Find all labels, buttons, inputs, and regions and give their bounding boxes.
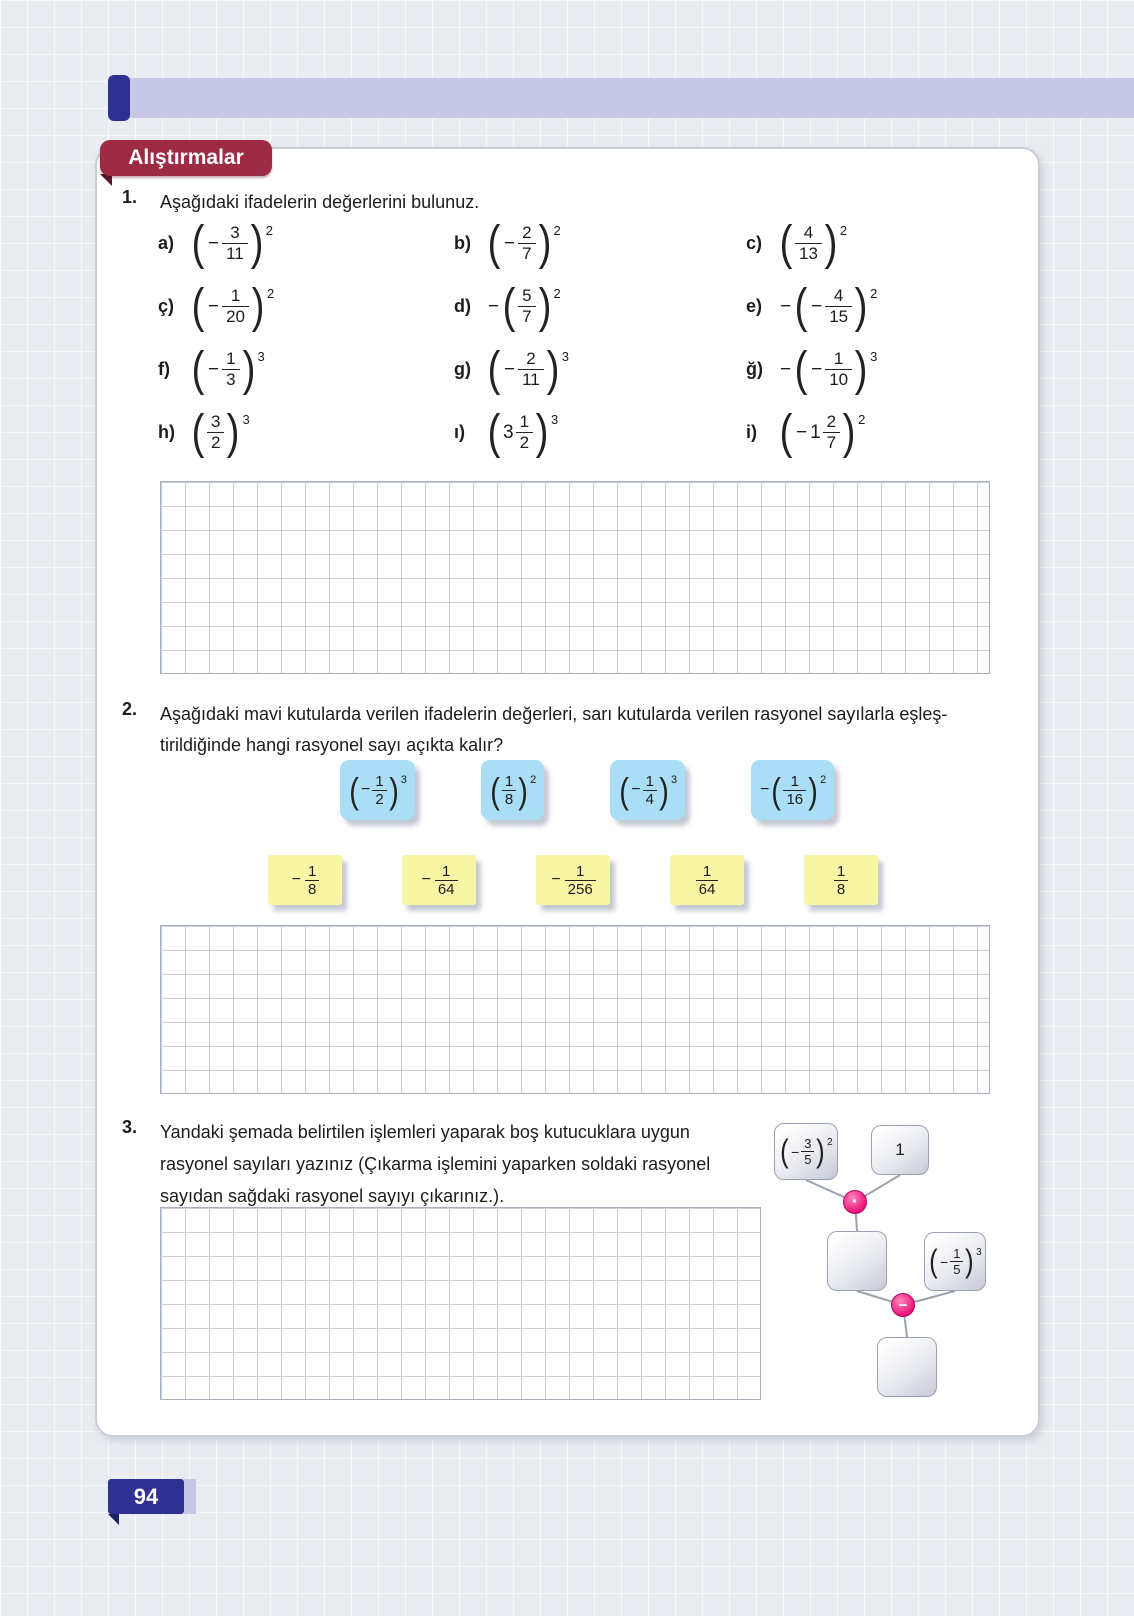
exercise-item [746, 279, 1003, 333]
item-label: d) [454, 296, 471, 316]
fraction [950, 1246, 963, 1277]
minus-sign: − [207, 295, 220, 317]
diagram-box-expression-a [774, 1123, 838, 1180]
open-paren: ( [929, 1243, 938, 1279]
denominator: 15 [825, 306, 852, 327]
math-expression [833, 863, 849, 898]
open-paren: ( [794, 342, 808, 396]
fraction [222, 349, 239, 390]
denominator: 256 [565, 880, 596, 898]
numerator: 1 [702, 862, 712, 880]
fraction [783, 773, 806, 808]
q3-diagram [770, 1118, 1000, 1408]
q1-prompt: Aşağıdaki ifadelerin değerlerini bulunuz. [160, 192, 480, 212]
exponent: 2 [265, 222, 273, 238]
item-label: c) [746, 233, 763, 253]
denominator: 2 [516, 432, 533, 453]
denominator: 64 [696, 880, 719, 898]
denominator: 5 [950, 1261, 963, 1277]
working-grid-3 [160, 1207, 761, 1400]
close-paren: ) [824, 216, 838, 270]
math-expression [486, 342, 569, 396]
blue-box-row [340, 760, 834, 820]
numerator: 2 [526, 349, 536, 368]
yellow-box-row [268, 855, 878, 905]
math-expression [759, 769, 827, 811]
item-label: ğ) [746, 359, 763, 379]
header-accent-block [108, 75, 130, 121]
diagram-empty-box-2 [877, 1337, 937, 1397]
q1-items-grid [158, 212, 1003, 464]
whole-number: 3 [502, 421, 514, 443]
yellow-value-box [804, 855, 878, 905]
minus-sign: − [795, 421, 808, 443]
yellow-value-box [402, 855, 476, 905]
denominator: 20 [222, 306, 249, 327]
denominator: 8 [834, 880, 848, 898]
exponent: 2 [870, 285, 878, 301]
minus-sign: − [503, 358, 516, 380]
open-paren: ( [191, 216, 205, 270]
item-label: ç) [158, 296, 175, 316]
item-label: h) [158, 422, 175, 442]
exponent: 2 [553, 285, 561, 301]
diagram-value-1: 1 [895, 1140, 905, 1159]
fraction [222, 286, 249, 327]
denominator: 4 [643, 790, 657, 808]
exponent: 3 [561, 348, 569, 364]
math-expression [549, 863, 596, 898]
exercise-item [454, 342, 746, 396]
open-paren: ( [490, 769, 500, 811]
denominator: 7 [518, 306, 535, 327]
math-expression [928, 1243, 982, 1279]
fraction [565, 863, 596, 898]
denominator: 7 [823, 432, 840, 453]
minus-sign: − [811, 295, 823, 317]
minus-sign: − [811, 358, 823, 380]
item-label: e) [746, 296, 763, 316]
q3-prompt-line1: Yandaki şemada belirtilen işlemleri yaparak boş kutucuklara uygun [160, 1122, 690, 1142]
yellow-value-box [268, 855, 342, 905]
exercise-item [158, 279, 454, 333]
item-label: b) [454, 233, 471, 253]
open-paren: ( [191, 279, 205, 333]
yellow-value-box [670, 855, 744, 905]
exponent: 3 [257, 348, 265, 364]
close-paren: ) [538, 279, 551, 333]
fraction [801, 1136, 814, 1167]
exercise-item [158, 342, 454, 396]
exercise-item [454, 405, 746, 459]
fraction [372, 773, 386, 808]
exponent: 3 [870, 348, 878, 364]
math-expression [419, 863, 458, 898]
blue-expression-box [340, 760, 415, 820]
exercise-item [746, 405, 1003, 459]
fraction [795, 223, 822, 264]
numerator: 2 [522, 223, 532, 242]
exponent: 3 [551, 411, 559, 427]
item-label: a) [158, 233, 175, 253]
numerator: 1 [790, 772, 799, 790]
numerator: 1 [833, 349, 844, 368]
outer-minus-sign: − [760, 781, 770, 798]
item-label: i) [746, 422, 757, 442]
numerator: 1 [953, 1246, 961, 1261]
math-expression [778, 342, 878, 396]
exercises-badge [100, 140, 272, 176]
q2-prompt-line2: tirildiğinde hangi rasyonel sayı açıkta kalır? [160, 735, 504, 755]
close-paren: ) [518, 769, 528, 811]
close-paren: ) [659, 769, 669, 811]
blue-expression-box [481, 760, 544, 820]
minus-sign: − [207, 358, 220, 380]
fraction [518, 349, 544, 390]
exponent: 2 [839, 222, 848, 238]
numerator: 1 [836, 862, 846, 880]
denominator: 64 [435, 880, 458, 898]
page-number-fold-triangle [108, 1514, 119, 1525]
fraction [222, 223, 248, 264]
numerator: 3 [210, 412, 221, 431]
outer-minus-sign: − [780, 295, 792, 317]
open-paren: ( [487, 216, 501, 270]
exercise-item [158, 216, 454, 270]
close-paren: ) [854, 279, 868, 333]
minus-sign: − [207, 232, 220, 254]
minus-sign: − [503, 232, 516, 254]
open-paren: ( [502, 279, 516, 333]
math-expression [695, 863, 720, 898]
denominator: 13 [795, 243, 822, 264]
open-paren: ( [619, 769, 630, 811]
open-paren: ( [779, 405, 793, 459]
outer-minus-sign: − [488, 295, 500, 317]
fraction [518, 223, 535, 264]
close-paren: ) [546, 342, 560, 396]
whole-number: 1 [810, 421, 821, 443]
numerator: 2 [826, 412, 837, 431]
open-paren: ( [780, 1133, 789, 1169]
math-expression [190, 279, 275, 333]
item-label: ı) [454, 422, 465, 442]
close-paren: ) [251, 279, 265, 333]
q3-prompt-line3: sayıdan sağdaki rasyonel sayıyı çıkarınız.). [160, 1186, 505, 1206]
math-expression [618, 769, 678, 811]
q3-number: 3. [122, 1117, 138, 1137]
item-label: f) [158, 359, 170, 379]
open-paren: ( [349, 769, 359, 811]
diagram-box-expression-d [924, 1232, 986, 1291]
exercise-item [746, 216, 1003, 270]
close-paren: ) [816, 1133, 826, 1169]
fraction [823, 412, 840, 453]
denominator: 8 [305, 880, 319, 898]
denominator: 5 [801, 1151, 814, 1167]
diagram-box-value-1 [871, 1125, 929, 1175]
denominator: 11 [222, 243, 248, 264]
numerator: 3 [804, 1136, 812, 1151]
close-paren: ) [538, 216, 551, 270]
exponent: 2 [267, 285, 275, 301]
minus-sign: − [940, 1253, 949, 1270]
math-expression [778, 279, 878, 333]
numerator: 4 [803, 223, 814, 242]
numerator: 1 [504, 772, 514, 790]
fraction [825, 286, 852, 327]
math-expression [348, 769, 407, 811]
blue-expression-box [610, 760, 685, 820]
open-paren: ( [487, 342, 501, 396]
exponent: 2 [858, 411, 866, 427]
outer-minus-sign: − [780, 358, 792, 380]
numerator: 1 [645, 772, 654, 790]
numerator: 1 [576, 862, 585, 880]
close-paren: ) [808, 769, 818, 811]
exponent: 3 [670, 773, 678, 786]
denominator: 3 [222, 369, 239, 390]
q1-number: 1. [122, 187, 138, 207]
math-expression [190, 216, 273, 270]
minus-sign: − [291, 871, 301, 888]
denominator: 7 [518, 243, 535, 264]
numerator: 3 [230, 223, 240, 242]
close-paren: ) [965, 1243, 975, 1279]
denominator: 10 [825, 369, 852, 390]
denominator: 11 [518, 369, 544, 390]
close-paren: ) [242, 342, 255, 396]
minus-sign: − [551, 871, 561, 888]
fraction [643, 773, 657, 808]
open-paren: ( [779, 216, 793, 270]
math-expression [290, 863, 321, 898]
blue-expression-box [751, 760, 834, 820]
numerator: 1 [519, 412, 530, 431]
page-number: 94 [108, 1479, 184, 1514]
exercise-item [454, 216, 746, 270]
diagram-empty-box-1 [827, 1231, 887, 1291]
math-expression [778, 405, 866, 459]
page-number-tab [184, 1479, 196, 1514]
exponent: 3 [976, 1247, 982, 1258]
q2-prompt-line1: Aşağıdaki mavi kutularda verilen ifadelerin değerleri, sarı kutularda verilen rasyonel sayılarla eşleş- [160, 704, 948, 724]
math-expression [779, 1133, 833, 1169]
numerator: 1 [442, 862, 451, 880]
fraction [305, 863, 319, 898]
denominator: 16 [783, 790, 806, 808]
exponent: 2 [820, 773, 827, 786]
fraction [825, 349, 852, 390]
math-expression [486, 216, 561, 270]
exponent: 3 [400, 773, 407, 786]
numerator: 4 [833, 286, 844, 305]
minus-sign: − [361, 781, 371, 798]
fraction [502, 773, 516, 808]
denominator: 2 [372, 790, 386, 808]
math-expression [190, 342, 265, 396]
math-expression [486, 279, 561, 333]
exercise-item [454, 279, 746, 333]
open-paren: ( [794, 279, 808, 333]
numerator: 1 [226, 349, 236, 368]
working-grid-1 [160, 481, 990, 674]
exponent: 2 [827, 1137, 833, 1148]
numerator: 1 [230, 286, 241, 305]
yellow-value-box [536, 855, 610, 905]
subtract-operator-circle: − [891, 1293, 915, 1317]
exercises-badge-label: Alıştırmalar [128, 146, 244, 169]
exercise-item [158, 405, 454, 459]
minus-sign: − [421, 871, 431, 888]
math-expression [486, 405, 559, 459]
math-expression [489, 769, 537, 811]
minus-sign: − [631, 781, 641, 798]
denominator: 2 [207, 432, 224, 453]
open-paren: ( [771, 769, 782, 811]
denominator: 8 [502, 790, 516, 808]
open-paren: ( [191, 405, 205, 459]
multiply-operator-circle: · [843, 1190, 867, 1214]
numerator: 1 [375, 772, 384, 790]
close-paren: ) [842, 405, 856, 459]
exponent: 3 [242, 411, 250, 427]
numerator: 1 [308, 862, 317, 880]
q2-number: 2. [122, 699, 138, 719]
close-paren: ) [854, 342, 868, 396]
header-bar [120, 78, 1134, 118]
fraction [516, 412, 533, 453]
math-expression [190, 405, 250, 459]
fraction [207, 412, 224, 453]
open-paren: ( [487, 405, 501, 459]
minus-sign: − [791, 1143, 800, 1160]
fraction [696, 863, 719, 898]
close-paren: ) [250, 216, 264, 270]
exponent: 2 [553, 222, 561, 238]
fraction [435, 863, 458, 898]
fraction [518, 286, 535, 327]
q3-prompt-line2: rasyonel sayıları yazınız (Çıkarma işlemini yaparken soldaki rasyonel [160, 1154, 711, 1174]
working-grid-2 [160, 925, 990, 1094]
open-paren: ( [191, 342, 205, 396]
exercise-item [746, 342, 1003, 396]
math-expression [778, 216, 848, 270]
item-label: g) [454, 359, 471, 379]
close-paren: ) [227, 405, 240, 459]
fraction [834, 863, 848, 898]
close-paren: ) [535, 405, 549, 459]
numerator: 5 [522, 286, 532, 305]
close-paren: ) [388, 769, 399, 811]
exponent: 2 [530, 773, 537, 786]
